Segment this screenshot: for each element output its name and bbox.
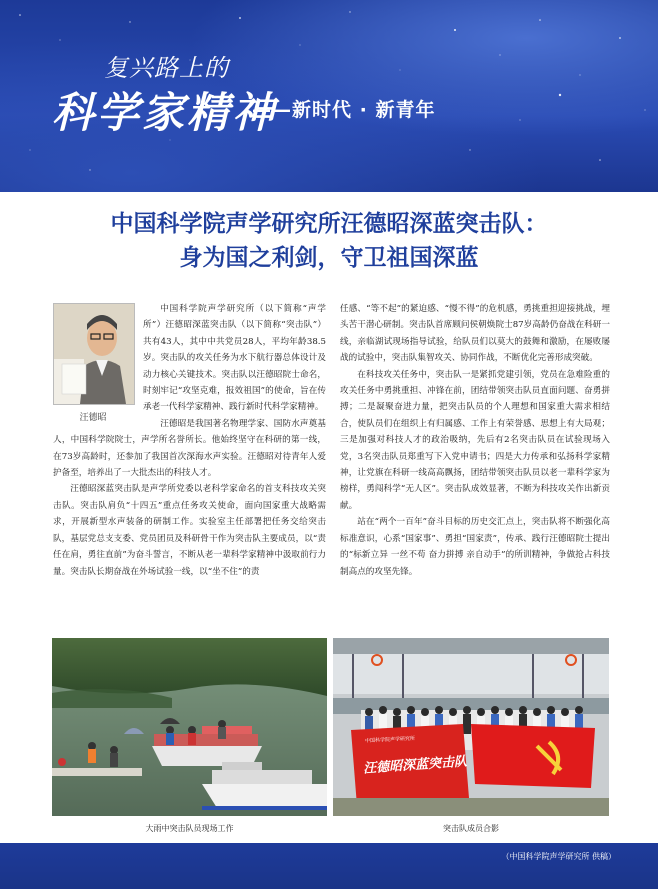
paragraph: 在科技攻关任务中，突击队一是紧抓党建引领，党员在急难险重的攻关任务中勇挑重担、冲锋在前，团结带领突击队员直面问题、奋勇拼搏；二是凝聚奋进力量，把突击队员的个人理想和国家重大需求相结合，使队员们在组织上有归属感、工作上有荣誉感、思想上有大局观；三是加强对科技人才的政治吸纳，先后有2名突击队员在试验现场入党，3名突击队员郑重写下入党申请书；四是大力传承和弘扬科学家精神，让党旗在科研一线高高飘扬，团结带领突击队员以老一辈科学家为榜样，勇闯科学“无人区”。突击队成效显著，不断为科技攻关作出新贡献。: [340, 369, 610, 511]
team-banner-small-text: 中国科学院声学研究所: [364, 735, 416, 745]
article-title: [0, 207, 658, 275]
photo-team-group: [333, 638, 609, 816]
article-column-left: [53, 301, 326, 580]
paragraph: 汪德昭深蓝突击队是声学所党委以老科学家命名的首支科技攻关突击队。突击队肩负“十四五”重点任务攻关使命，面向国家重大战略需求，开展新型水声装备的研制工作。实验室主任部署把任务交给突击队，基层党总支支委、党员团员及科研骨干作为突击队主要成员，以“责任在肩，勇往直前”为奋斗誓言，不断从老一辈科学家精神中汲取前行力量。突击队长期奋战在外场试验一线，以“坐不住”的责: [53, 484, 326, 577]
paragraph: 汪德昭是我国著名物理学家、国防水声奠基人，中国科学院院士，声学所名誉所长。他始终坚守在科研的第一线，在73岁高龄时，还参加了我国首次深海水声实验。汪德昭对待青年人爱护备至，培养出了一大批杰出的科技人才。: [53, 418, 326, 479]
field-work-scene: [52, 638, 327, 816]
article-title-line-2: 身为国之利剑，守卫祖国深蓝: [179, 245, 479, 271]
group-photo-scene: [333, 638, 609, 816]
footer-credit: （中国科学院声学研究所 供稿）: [501, 852, 616, 861]
photo-field-work: [52, 638, 327, 816]
paragraph: 任感、“等不起”的紧迫感、“慢不得”的危机感，勇挑重担迎接挑战，埋头苦干潜心研制。突击队首席顾问侯朝焕院士87岁高龄仍奋战在科研一线，亲临湖试现场指导试验，给队员们以莫大的鼓舞和激励，在屡败屡战的试验中，突击队集智攻关、协同作战，不断优化完善形成突破。: [340, 304, 610, 364]
paragraph: 中国科学院声学研究所（以下简称“声学所”）汪德昭深蓝突击队（以下简称“突击队”）共有43人，其中中共党员28人，平均年龄38.5岁。突击队的攻关任务为水下航行器总体设计及动力核心关键技术。突击队以汪德昭院士命名，时刻牢记“攻坚克难，报效祖国”的使命，旨在传承老一代科学家精神、践行新时代科学家精神。: [143, 304, 326, 413]
portrait-caption: 汪德昭: [79, 413, 107, 423]
header-banner: [0, 0, 658, 192]
photo-caption-left: 大雨中突击队员现场工作: [145, 824, 234, 833]
photo-caption-right: 突击队成员合影: [443, 824, 499, 833]
portrait-spacer: [53, 301, 143, 417]
series-title-main: 科学家精神: [52, 88, 278, 137]
series-title-top: 复兴路上的: [104, 54, 229, 82]
team-banner-text: 汪德昭深蓝突击队: [362, 754, 468, 777]
article-column-right: [340, 301, 610, 580]
series-subtitle: ——新时代 · 新青年: [252, 99, 436, 121]
article-title-line-1: 中国科学院声学研究所汪德昭深蓝突击队：: [110, 211, 548, 237]
footer-bar: [0, 843, 658, 889]
paragraph: 站在“两个一百年”奋斗目标的历史交汇点上，突击队将不断强化高标准意识，心系“国家事”、勇担“国家责”，传承、践行汪德昭院士提出的“标新立异 一丝不苟 奋力拼搏 亲自动手”的所训精神，争做抢占科技制高点的攻坚先锋。: [340, 517, 610, 577]
